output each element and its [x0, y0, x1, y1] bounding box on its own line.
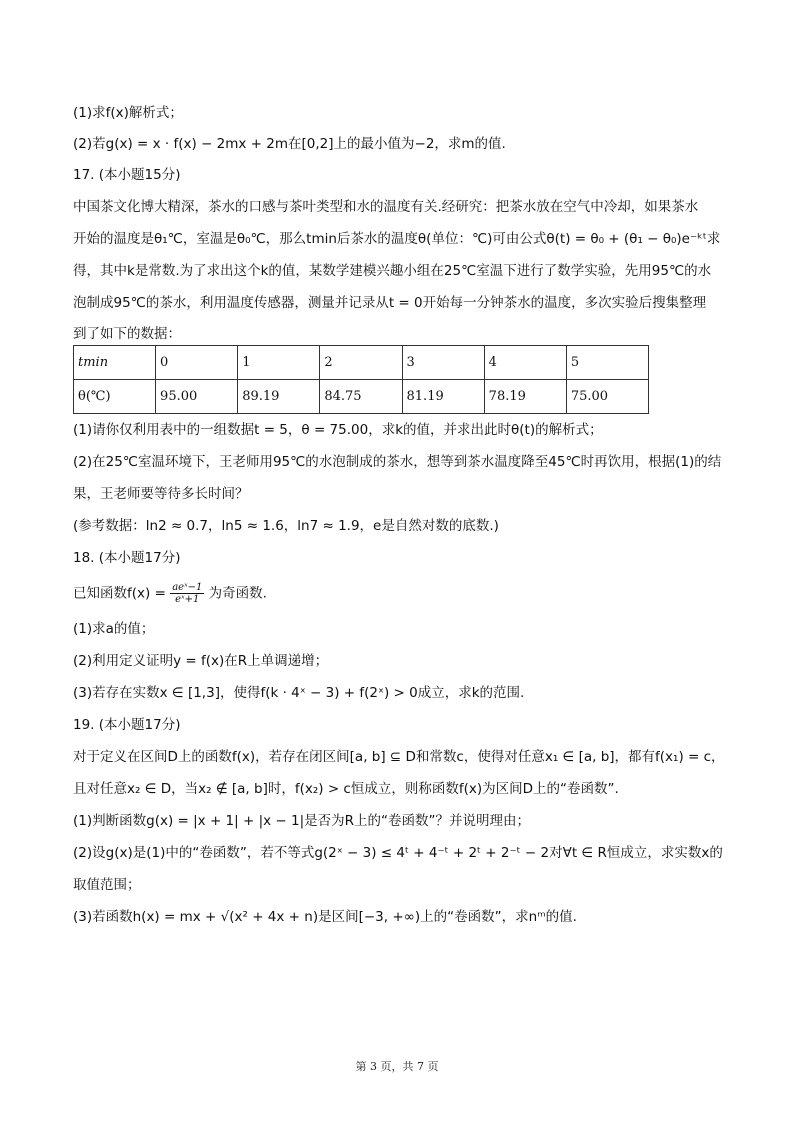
table-cell: 84.75: [320, 380, 402, 414]
table-cell: 1: [238, 346, 320, 380]
q17-text-4: 泡制成95℃的茶水，利用温度传感器，测量并记录从t = 0开始每一分钟茶水的温度，多次实验后搜集整理: [73, 295, 707, 311]
q17-reference-data: (参考数据：ln2 ≈ 0.7，ln5 ≈ 1.6，ln7 ≈ 1.9，e是自然对数的底数.): [73, 518, 499, 534]
q18-part2: (2)利用定义证明y = f(x)在R上单调递增；: [73, 653, 329, 669]
q17-text-1: 中国茶文化博大精深，茶水的口感与茶叶类型和水的温度有关.经研究：把茶水放在空气中冷却，如果茶水: [73, 199, 699, 215]
table-cell: 75.00: [566, 380, 648, 414]
q16-part2: (2)若g(x) = x · f(x) − 2mx + 2m在[0,2]上的最小值为−2，求m的值.: [73, 136, 506, 152]
q18-statement-prefix: 已知函数f(x) =: [73, 585, 166, 602]
table-cell: 2: [320, 346, 402, 380]
q19-text-2: 且对任意x₂ ∈ D，当x₂ ∉ [a, b]时，f(x₂) > c恒成立，则称函数f(x)为区间D上的“卷函数”.: [73, 781, 619, 797]
table-cell: 3: [402, 346, 484, 380]
q18-statement-suffix: 为奇函数.: [208, 585, 267, 602]
q17-part1: (1)请你仅利用表中的一组数据t = 5，θ = 75.00，求k的值，并求出此时θ(t)的解析式；: [73, 422, 603, 438]
table-cell: 4: [484, 346, 566, 380]
temperature-table: [73, 345, 649, 414]
q17-text-2: 开始的温度是θ₁℃，室温是θ₀℃，那么tmin后茶水的温度θ(单位：℃)可由公式θ(t) = θ₀ + (θ₁ − θ₀)e⁻ᵏᵗ求: [73, 231, 721, 247]
q17-text-3: 得，其中k是常数.为了求出这个k的值，某数学建模兴趣小组在25℃室温下进行了数学实验，先用95℃的水: [73, 263, 712, 279]
q19-part3: (3)若函数h(x) = mx + √(x² + 4x + n)是区间[−3, +∞)上的“卷函数”，求nᵐ的值.: [73, 909, 577, 925]
fraction-denominator: eˣ+1: [175, 594, 200, 605]
q19-part2-a: (2)设g(x)是(1)中的“卷函数”，若不等式g(2ˣ − 3) ≤ 4ᵗ + 4⁻ᵗ + 2ᵗ + 2⁻ᵗ − 2对∀t ∈ R恒成立，求实数x的: [73, 845, 723, 861]
q17-heading: 17. (本小题15分): [73, 167, 181, 183]
table-cell: 89.19: [238, 380, 320, 414]
q18-part3: (3)若存在实数x ∈ [1,3]，使得f(k · 4ˣ − 3) + f(2ˣ) > 0成立，求k的范围.: [73, 685, 525, 701]
table-cell: 95.00: [156, 380, 238, 414]
table-cell: 5: [566, 346, 648, 380]
q19-text-1: 对于定义在区间D上的函数f(x)，若存在闭区间[a, b] ⊆ D和常数c，使得对任意x₁ ∈ [a, b]，都有f(x₁) = c，: [73, 749, 725, 765]
table-cell: 78.19: [484, 380, 566, 414]
table-cell: 0: [156, 346, 238, 380]
table-cell: tmin: [74, 346, 156, 380]
fraction-numerator: aeˣ−1: [172, 582, 203, 593]
q18-fraction: [170, 582, 204, 605]
table-cell: θ(℃): [74, 380, 156, 414]
q16-part1: (1)求f(x)解析式；: [73, 105, 183, 121]
table-row: [74, 380, 649, 414]
q18-part1: (1)求a的值；: [73, 621, 155, 637]
q19-part1: (1)判断函数g(x) = |x + 1| + |x − 1|是否为R上的“卷函数”？并说明理由；: [73, 813, 531, 829]
page-footer: 第 3 页，共 7 页: [355, 1060, 439, 1073]
table-cell: 81.19: [402, 380, 484, 414]
q18-statement: [73, 582, 733, 605]
q17-part2-b: 果，王老师要等待多长时间？: [73, 486, 249, 502]
q19-part2-b: 取值范围；: [73, 877, 141, 893]
q19-heading: 19. (本小题17分): [73, 717, 181, 733]
q17-part2-a: (2)在25℃室温环境下，王老师用95℃的水泡制成的茶水，想等到茶水温度降至45℃时再饮用，根据(1)的结: [73, 454, 722, 470]
q17-text-5: 到了如下的数据：: [73, 326, 181, 342]
table-row: [74, 346, 649, 380]
q18-heading: 18. (本小题17分): [73, 550, 181, 566]
